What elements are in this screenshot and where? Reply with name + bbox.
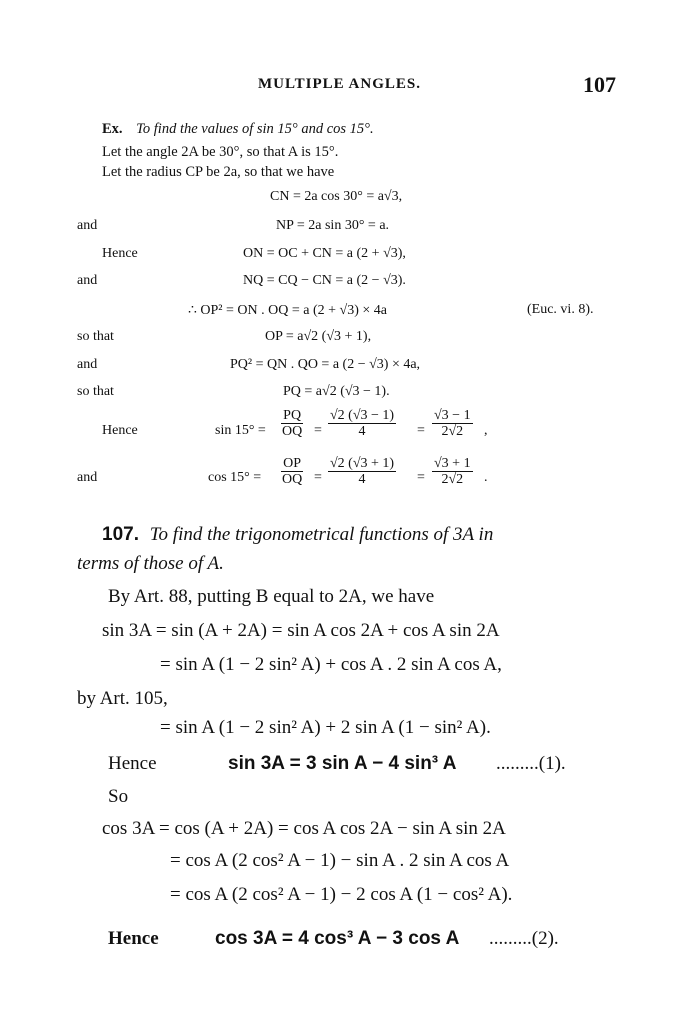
sin15-lhs: sin 15° = [215, 423, 266, 438]
eq-pq: PQ = a√2 (√3 − 1). [283, 384, 390, 399]
article-heading [102, 524, 493, 546]
running-title: MULTIPLE ANGLES. [258, 76, 421, 92]
row-left-so-that-1: so that [77, 329, 114, 344]
fraction-numerator: √3 + 1 [434, 456, 471, 471]
article-title-cont-text: terms of those of A. [77, 553, 224, 574]
cos15-fraction-3 [432, 456, 473, 487]
equals-sign: = [314, 470, 322, 485]
hence-label-2: Hence [108, 928, 159, 949]
cos3a-result: cos 3A = 4 cos³ A − 3 cos A [215, 928, 460, 949]
fraction-denominator: 2√2 [441, 472, 464, 487]
row-left-and-4: and [77, 470, 98, 485]
sin3a-result: sin 3A = 3 sin A − 4 sin³ A [228, 753, 457, 774]
article-number: 107. [102, 524, 139, 545]
sin3a-expansion-2: = sin A (1 − 2 sin² A) + cos A . 2 sin A cos A, [160, 654, 502, 675]
row-left-hence-1: Hence [102, 246, 138, 261]
equals-sign: = [314, 423, 322, 438]
fraction-numerator: √2 (√3 − 1) [330, 408, 395, 423]
example-label: Ex. [102, 121, 123, 137]
equals-sign: = [417, 470, 425, 485]
example-heading [102, 121, 374, 138]
fraction-denominator: OQ [282, 472, 303, 487]
row-left-and-1: and [77, 218, 98, 233]
row-left-and-2: and [77, 273, 98, 288]
cos15-lhs: cos 15° = [208, 470, 262, 485]
sin3a-expansion-1: sin 3A = sin (A + 2A) = sin A cos 2A + cos A sin 2A [102, 620, 500, 641]
eq-pq-squared: PQ² = QN . QO = a (2 − √3) × 4a, [230, 357, 421, 372]
article-title-continued [77, 553, 224, 575]
equals-sign: = [417, 423, 425, 438]
trailing-period: . [484, 470, 488, 485]
row-left-and-3: and [77, 357, 98, 372]
fraction-numerator: √3 − 1 [434, 408, 471, 423]
example-line-2: Let the radius CP be 2a, so that we have [102, 164, 335, 180]
cos15-fraction-2 [328, 456, 396, 487]
eq-op-squared: ∴ OP² = ON . OQ = a (2 + √3) × 4a [188, 303, 387, 318]
hence-label-1: Hence [108, 753, 157, 774]
fraction-numerator: √2 (√3 + 1) [330, 456, 395, 471]
art-reference: by Art. 105, [77, 688, 168, 709]
row-left-hence-2: Hence [102, 423, 138, 438]
fraction-denominator: 2√2 [441, 424, 464, 439]
cos15-fraction-1 [280, 456, 304, 487]
cos3a-expansion-2: = cos A (2 cos² A − 1) − sin A . 2 sin A cos A [170, 850, 510, 871]
article-intro: By Art. 88, putting B equal to 2A, we have [108, 586, 435, 607]
page-number: 107 [583, 72, 616, 97]
cos3a-expansion-3: = cos A (2 cos² A − 1) − 2 cos A (1 − cos² A). [170, 884, 513, 905]
eq-nq: NQ = CQ − CN = a (2 − √3). [243, 273, 406, 288]
eq-op: OP = a√2 (√3 + 1), [265, 329, 372, 344]
row-left-so-that-2: so that [77, 384, 114, 399]
sin15-fraction-1 [280, 408, 304, 439]
example-line-1: Let the angle 2A be 30°, so that A is 15°. [102, 144, 339, 160]
cos3a-expansion-1: cos 3A = cos (A + 2A) = cos A cos 2A − sin A sin 2A [102, 818, 506, 839]
eq-on: ON = OC + CN = a (2 + √3), [243, 246, 406, 261]
sin15-fraction-2 [328, 408, 396, 439]
equation-tag-2: .........(2). [489, 928, 559, 949]
so-label: So [108, 786, 129, 807]
article-title: To find the trigonometrical functions of 3A in [149, 524, 494, 545]
trailing-comma: , [484, 423, 488, 438]
fraction-numerator: PQ [283, 408, 302, 423]
equation-tag-1: .........(1). [496, 753, 566, 774]
fraction-denominator: 4 [358, 424, 366, 439]
fraction-denominator: OQ [282, 424, 303, 439]
fraction-numerator: OP [283, 456, 302, 471]
example-title: To find the values of sin 15° and cos 15°. [136, 121, 374, 137]
eq-cn: CN = 2a cos 30° = a√3, [270, 189, 403, 204]
euclid-reference: (Euc. vi. 8). [527, 302, 594, 317]
sin15-fraction-3 [432, 408, 473, 439]
eq-np: NP = 2a sin 30° = a. [276, 218, 390, 233]
fraction-denominator: 4 [358, 472, 366, 487]
sin3a-expansion-3: = sin A (1 − 2 sin² A) + 2 sin A (1 − sin² A). [160, 717, 491, 738]
